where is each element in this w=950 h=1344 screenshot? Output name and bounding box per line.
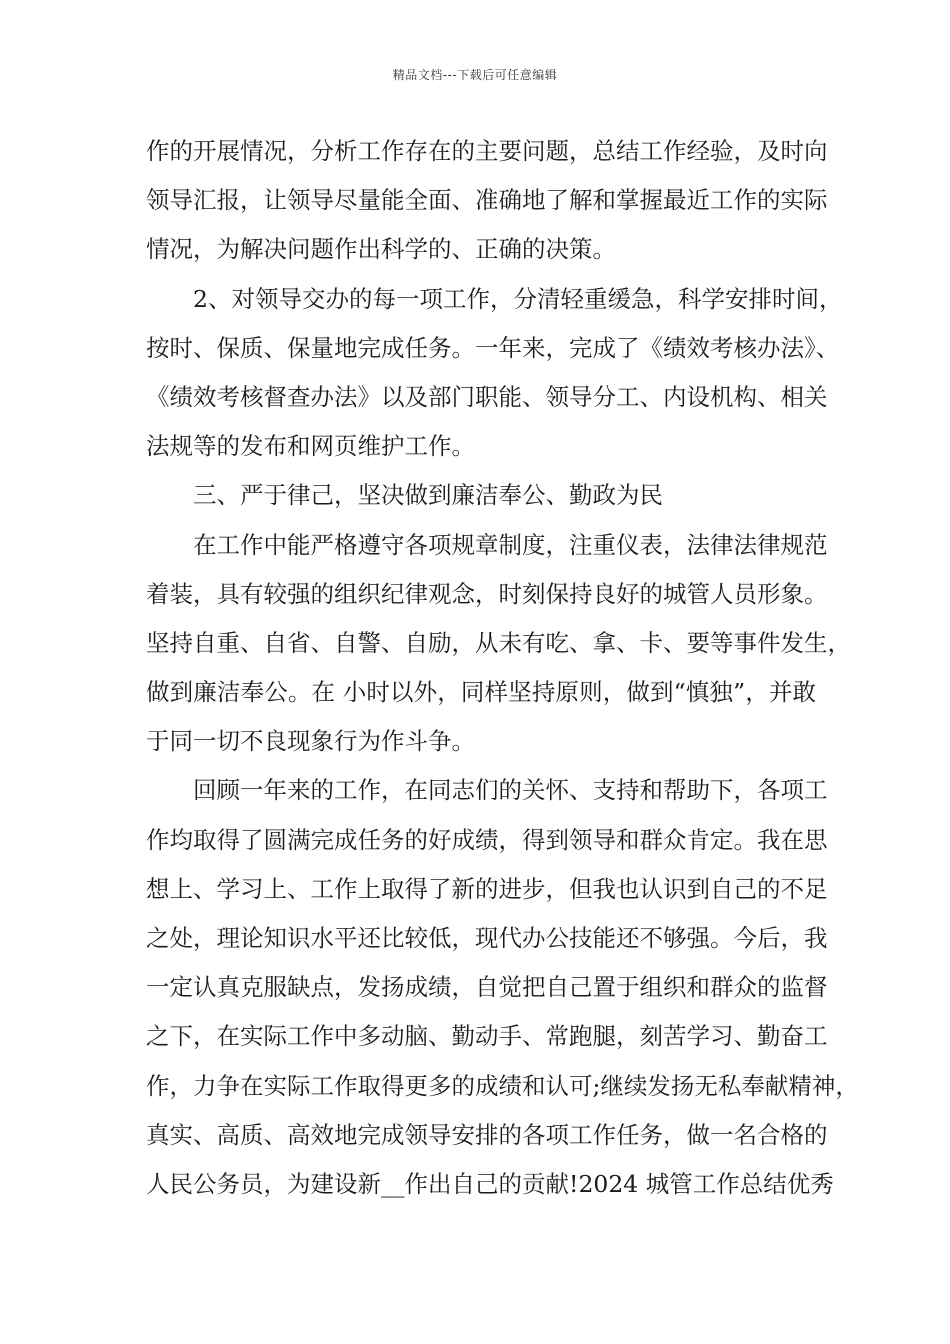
paragraph-line: 坚持自重、自省、自警、自励，从未有吃、拿、卡、要等事件发生，: [146, 628, 851, 657]
paragraph-line: 做到廉洁奉公。在 小时以外，同样坚持原则，做到“慎独”，并敢: [146, 678, 816, 707]
paragraph-line: 作均取得了圆满完成任务的好成绩，得到领导和群众肯定。我在思: [146, 825, 828, 854]
paragraph-line: 于同一切不良现象行为作斗争。: [146, 727, 475, 756]
paragraph-line: 2、对领导交办的每一项工作，分清轻重缓急，科学安排时间，: [193, 284, 843, 313]
paragraph-line: 一定认真克服缺点，发扬成绩，自觉把自己置于组织和群众的监督: [146, 973, 828, 1002]
paragraph-line: 人民公务员，为建设新__作出自己的贡献!2024 城管工作总结优秀: [146, 1169, 834, 1198]
paragraph-line: 作的开展情况，分析工作存在的主要问题，总结工作经验，及时向: [146, 137, 828, 165]
paragraph-line: 真实、高质、高效地完成领导安排的各项工作任务，做一名合格的: [146, 1120, 828, 1149]
paragraph-line: 着装，具有较强的组织纪律观念，时刻保持良好的城管人员形象。: [146, 579, 828, 608]
section-heading: 三、严于律己，坚决做到廉洁奉公、勤政为民: [193, 481, 663, 510]
paragraph-line: 领导汇报，让领导尽量能全面、准确地了解和掌握最近工作的实际: [146, 186, 828, 215]
paragraph-line: 按时、保质、保量地完成任务。一年来，完成了《绩效考核办法》、: [146, 333, 840, 362]
paragraph-line: 之处，理论知识水平还比较低，现代办公技能还不够强。今后，我: [146, 924, 828, 952]
paragraph-line: 之下，在实际工作中多动脑、勤动手、常跑腿，刻苦学习、勤奋工: [146, 1022, 828, 1051]
page-header: 精品文档---下载后可任意编辑: [392, 68, 558, 82]
paragraph-line: 作，力争在实际工作取得更多的成绩和认可;继续发扬无私奉献精神，: [146, 1071, 859, 1100]
paragraph-line: 想上、学习上、工作上取得了新的进步，但我也认识到自己的不足: [146, 874, 828, 903]
document-body: [146, 127, 859, 1209]
paragraph-line: 《绩效考核督查办法》以及部门职能、领导分工、内设机构、相关: [146, 382, 828, 411]
paragraph-line: 回顾一年来的工作，在同志们的关怀、支持和帮助下，各项工: [193, 776, 828, 805]
paragraph-line: 在工作中能严格遵守各项规章制度，注重仪表，法律法律规范: [193, 530, 828, 559]
paragraph-line: 法规等的发布和网页维护工作。: [146, 432, 475, 461]
paragraph-line: 情况，为解决问题作出科学的、正确的决策。: [146, 235, 616, 264]
